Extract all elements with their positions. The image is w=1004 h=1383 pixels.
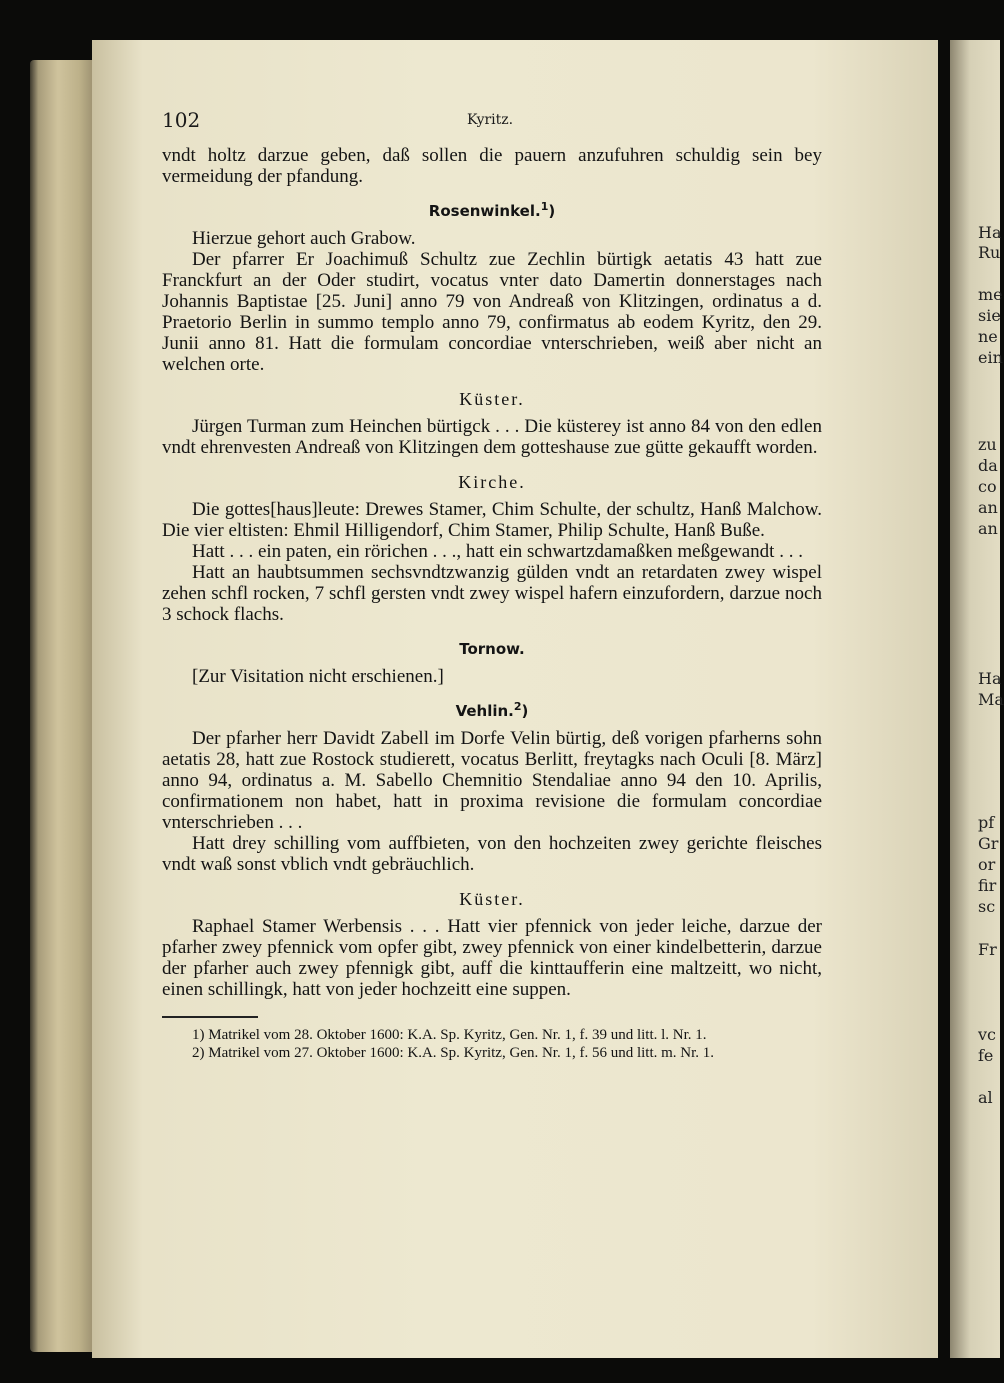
facing-page-word: Fr <box>978 940 997 959</box>
paragraph: Der pfarher herr Davidt Zabell im Dorfe Velin bürtig, deß vorigen pfarherns sohn aetatis 28, hatt zue Rostock studierett, vocatus Berlitt, freytagks nach Oculi [8. März] anno 94, ordinatus a. M. Sabello Chemnitio Stendaliae anno 94 den 10. Aprilis, confirmationem non habet, hatt in proxima revisione die formulam concordiae vnterschrieben . . . <box>162 728 822 833</box>
facing-page-word: Ha <box>978 223 1002 242</box>
paragraph: Jürgen Turman zum Heinchen bürtigck . . . Die küsterey ist anno 84 von den edlen vndt ehrenvesten Andreaß von Klitzingen dem gotteshause zue gütte gekaufft worden. <box>162 416 822 458</box>
section-heading-text: Rosenwinkel. <box>428 202 541 220</box>
facing-page-word: ein <box>978 348 1003 367</box>
book-page-edges <box>30 60 100 1352</box>
facing-page-word: Ru <box>978 243 1001 262</box>
facing-page-word: Ma <box>978 690 1004 709</box>
facing-page-word: or <box>978 855 996 874</box>
paragraph: Die gottes[haus]leute: Drewes Stamer, Chim Schulte, der schultz, Hanß Malchow. Die vier eltisten: Ehmil Hilligendorf, Chim Stamer, Philip Schulte, Hanß Buße. <box>162 499 822 541</box>
paragraph: Hatt . . . ein paten, ein rörichen . . ., hatt ein schwartzdamaßken meßgewandt . . . <box>192 541 803 562</box>
paragraph: [Zur Visitation nicht erschienen.] <box>192 666 444 687</box>
facing-page-word: ne <box>978 327 998 346</box>
paragraph: Hatt drey schilling vom auffbieten, von den hochzeiten zwey gerichte fleisches vndt waß sonst vblich vndt gebräuchlich. <box>162 833 822 875</box>
facing-page-word: al <box>978 1088 993 1107</box>
facing-page-fragment <box>950 40 1004 1358</box>
footnote: 2) Matrikel vom 27. Oktober 1600: K.A. Sp. Kyritz, Gen. Nr. 1, f. 56 und litt. m. Nr. 1. <box>192 1045 715 1061</box>
facing-page-word: fe <box>978 1046 994 1065</box>
footnote: 1) Matrikel vom 28. Oktober 1600: K.A. Sp. Kyritz, Gen. Nr. 1, f. 39 und litt. l. Nr. 1. <box>192 1027 707 1043</box>
footnote-ref: 2 <box>513 700 522 713</box>
facing-page-word: pf <box>978 813 995 832</box>
page-header <box>162 108 822 138</box>
section-heading-kirche: Kirche. <box>458 472 526 492</box>
paragraph: Der pfarrer Er Joachimuß Schultz zue Zechlin bürtigk aetatis 43 hatt zue Franckfurt an der Oder studirt, vocatus vnter dato Damertin donnerstages nach Johannis Baptistae [25. Juni] anno 79 von Andreaß von Klitzingen, ordinatus a d. Praetorio Berlin in summo templo anno 79, confirmatus ab eodem Kyritz, den 29. Junii anno 81. Hatt die formulam concordiae vnterschrieben, weiß aber nicht an welchen orte. <box>162 249 822 375</box>
paragraph: Raphael Stamer Werbensis . . . Hatt vier pfennick von jeder leiche, darzue der pfarher zwey pfennick vom opfer gibt, zwey pfennick von einer kindelbetterin, darzue der pfarher auch zwey pfennigk gibt, auff die kinttaufferin eine maltzeitt, wo nicht, einen schillingk, hatt von jeder hochzeitt eine suppen. <box>162 916 822 1000</box>
section-heading-vehlin <box>162 701 822 722</box>
paragraph: Hierzue gehort auch Grabow. <box>192 228 416 249</box>
facing-page-word: Gr <box>978 834 999 853</box>
facing-page-word: sie <box>978 306 1001 325</box>
section-heading-rosenwinkel <box>162 201 822 222</box>
page-number: 102 <box>162 108 201 132</box>
facing-page-word: an <box>978 498 998 517</box>
paragraph: Hatt an haubtsummen sechsvndtzwanzig gülden vndt an retardaten zwey wispel zehen schfl rocken, 7 schfl gersten vndt zwey wispel hafern einzufordern, darzue noch 3 schock flachs. <box>162 562 822 625</box>
paragraph: vndt holtz darzue geben, daß sollen die pauern anzufuhren schuldig sein bey vermeidung der pfandung. <box>162 145 822 187</box>
facing-page-word: fir <box>978 876 997 895</box>
facing-page-word: vc <box>978 1025 996 1044</box>
facing-page-word: co <box>978 477 997 496</box>
footnote-separator <box>162 1016 258 1018</box>
footnote-ref-paren: ) <box>548 202 556 220</box>
facing-page-word: Ha <box>978 669 1002 688</box>
facing-page-word: sc <box>978 897 996 916</box>
section-heading-text: Vehlin. <box>455 702 514 720</box>
facing-page-word: me <box>978 285 1003 304</box>
page-body <box>162 145 822 1062</box>
running-head: Kyritz. <box>467 112 514 128</box>
section-heading-kuester: Küster. <box>459 889 525 909</box>
facing-page-word: an <box>978 519 998 538</box>
footnote-ref: 1 <box>540 200 549 213</box>
section-heading-kuester: Küster. <box>459 389 525 409</box>
facing-page-word: zu <box>978 435 997 454</box>
footnote-ref-paren: ) <box>521 702 529 720</box>
facing-page-word: da <box>978 456 998 475</box>
section-heading-tornow: Tornow. <box>459 640 525 658</box>
